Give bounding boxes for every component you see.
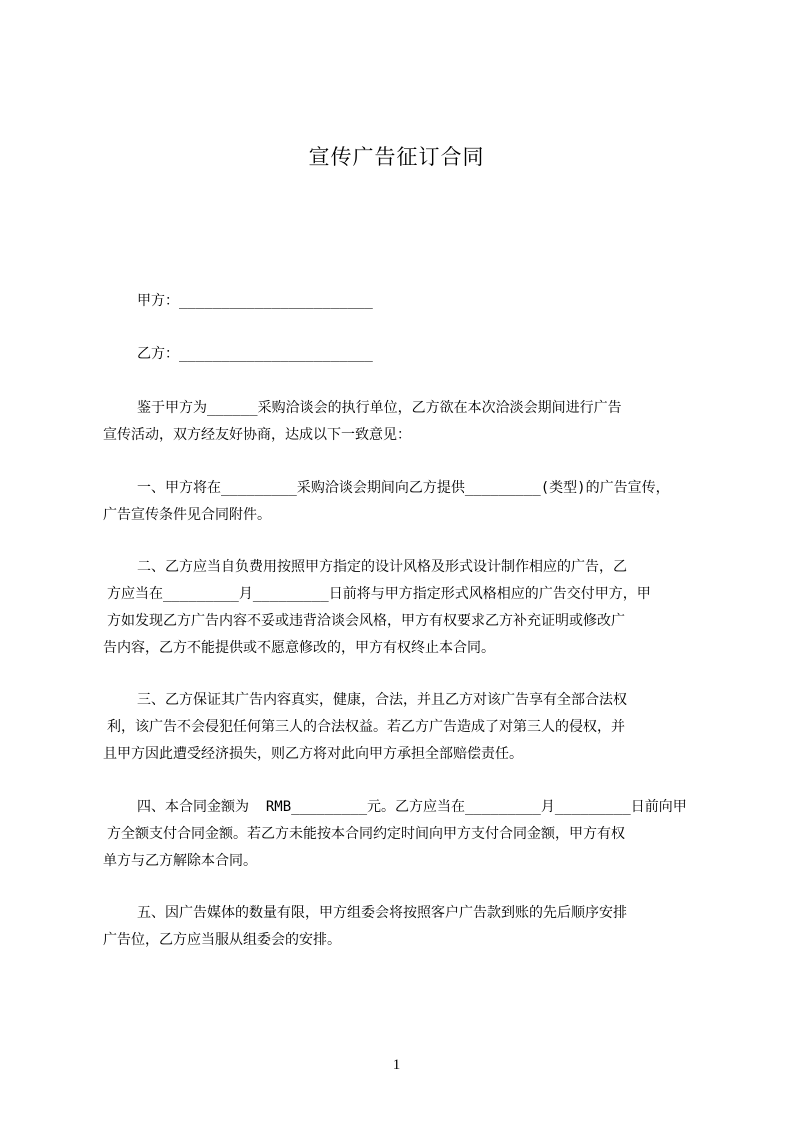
clause-1-line-2: 广告宣传条件见合同附件。: [103, 507, 271, 523]
clause-3-line-3: 且甲方因此遭受经济损失，则乙方将对此向甲方承担全部赔偿责任。: [103, 746, 523, 762]
clause-5-line-1: 五、因广告媒体的数量有限，甲方组委会将按照客户广告款到账的先后顺序安排: [137, 905, 627, 921]
preamble-line-1: 鉴于甲方为______采购洽谈会的执行单位，乙方欲在本次洽淡会期间进行广告: [137, 400, 622, 416]
clause-4-line-3: 单方与乙方解除本合同。: [103, 853, 257, 869]
document-title: 宣传广告征订合同: [308, 145, 485, 169]
clause-2-line-3: 方如发现乙方广告内容不妥或违背洽谈会风格，甲方有权要求乙方补充证明或修改广: [107, 613, 625, 629]
clause-3-line-1: 三、乙方保证其广告内容真实，健康，合法，并且乙方对该广告享有全部合法权: [137, 692, 627, 708]
party-b-line: 乙方：_______________________: [137, 346, 373, 362]
clause-2-line-2: 方应当在_________月_________日前将与甲方指定形式风格相应的广告交付甲方，甲: [107, 586, 651, 602]
clause-5-line-2: 广告位，乙方应当服从组委会的安排。: [103, 932, 341, 948]
clause-4-line-1: 四、本合同金额为 RMB_________元。乙方应当在_________月_________日前向甲: [137, 799, 687, 815]
preamble-line-2: 宣传活动，双方经友好协商，达成以下一致意见：: [103, 427, 411, 443]
page-number: 1: [392, 1057, 401, 1073]
clause-4-line-2: 方全额支付合同金额。若乙方未能按本合同约定时间向甲方支付合同金额，甲方有权: [107, 826, 625, 842]
clause-2-line-1: 二、乙方应当自负费用按照甲方指定的设计风格及形式设计制作相应的广告，乙: [137, 559, 627, 575]
party-a-line: 甲方：_______________________: [137, 293, 373, 309]
clause-3-line-2: 利，该广告不会侵犯任何第三人的合法权益。若乙方广告造成了对第三人的侵权，并: [107, 719, 625, 735]
clause-1-line-1: 一、甲方将在_________采购洽谈会期间向乙方提供_________(类型)的广告宣传，: [137, 480, 670, 496]
clause-2-line-4: 告内容，乙方不能提供或不愿意修改的，甲方有权终止本合同。: [103, 640, 495, 656]
